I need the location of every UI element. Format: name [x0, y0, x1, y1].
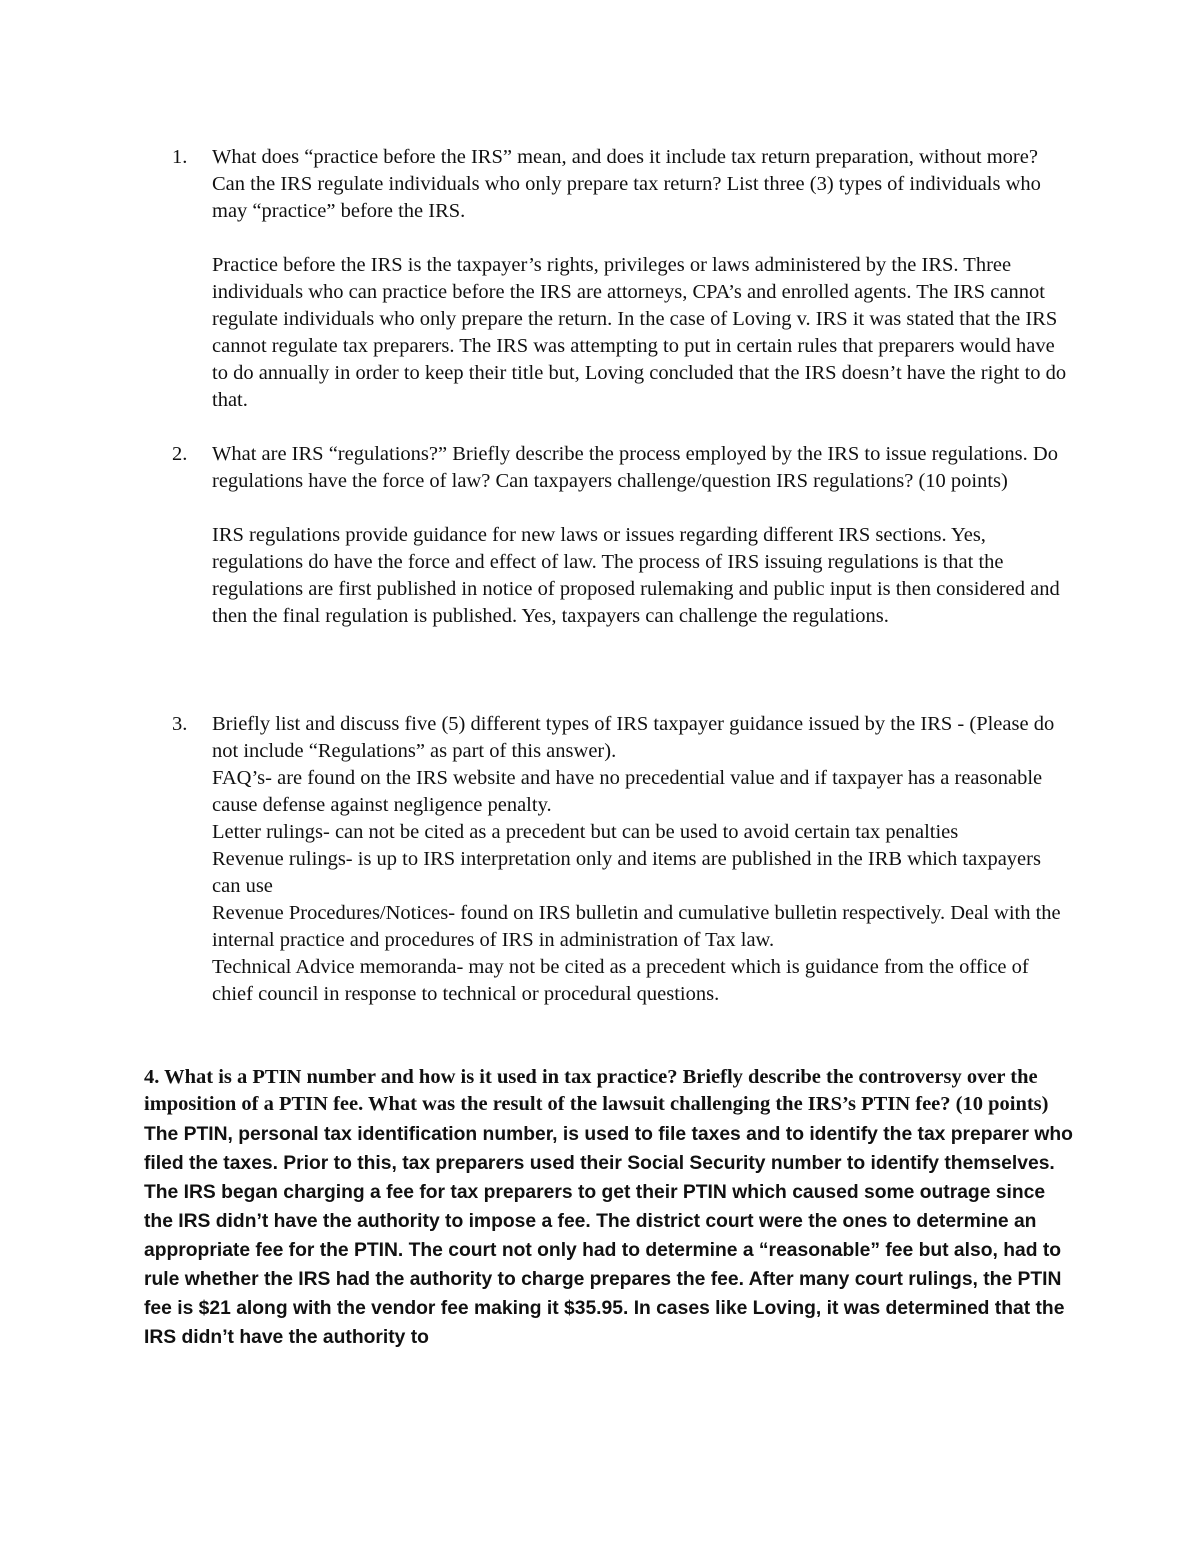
question-1-number: 1.	[172, 146, 188, 168]
guidance-item-technical-advice: Technical Advice memoranda- may not be cited as a precedent which is guidance from the office of chief council in response to technical or procedural questions.	[212, 956, 1029, 1005]
guidance-item-revenue-rulings: Revenue rulings- is up to IRS interpretation only and items are published in the IRB which taxpayers can use	[212, 848, 1041, 897]
question-4-text: 4. What is a PTIN number and how is it used in tax practice? Briefly describe the controversy over the imposition of a PTIN fee. What was the result of the lawsuit challenging the IRS’s PTIN fee? (10 points)	[144, 1066, 1049, 1115]
question-2	[172, 441, 1072, 630]
question-2-number: 2.	[172, 443, 188, 465]
question-1	[172, 144, 1072, 414]
guidance-item-faq: FAQ’s- are found on the IRS website and have no precedential value and if taxpayer has a reasonable cause defense against negligence penalty.	[212, 767, 1043, 816]
question-2-answer: IRS regulations provide guidance for new laws or issues regarding different IRS sections. Yes, regulations do have the force and effect of law. The process of IRS issuing regulations is that the regulations are first published in notice of proposed rulemaking and public input is then considered and then the final regulation is published. Yes, taxpayers can challenge the regulations.	[212, 524, 1060, 627]
question-2-text: What are IRS “regulations?” Briefly describe the process employed by the IRS to issue regulations. Do regulations have the force of law? Can taxpayers challenge/question IRS regulations? (10 points)	[212, 443, 1058, 492]
guidance-item-letter-rulings: Letter rulings- can not be cited as a precedent but can be used to avoid certain tax penalties	[212, 821, 959, 843]
guidance-item-revenue-procedures: Revenue Procedures/Notices- found on IRS bulletin and cumulative bulletin respectively. Deal with the internal practice and procedures of IRS in administration of Tax law.	[212, 902, 1061, 951]
question-4	[144, 1064, 1074, 1352]
question-2-body	[212, 441, 1072, 630]
question-1-body	[212, 144, 1072, 414]
question-4-answer: The PTIN, personal tax identification number, is used to file taxes and to identify the tax preparer who filed the taxes. Prior to this, tax preparers used their Social Security number to identify themselves. The IRS began charging a fee for tax preparers to get their PTIN which caused some outrage since the IRS didn’t have the authority to impose a fee. The district court were the ones to determine an appropriate fee for the PTIN. The court not only had to determine a “reasonable” fee but also, had to rule whether the IRS had the authority to charge prepares the fee. After many court rulings, the PTIN fee is $21 along with the vendor fee making it $35.95. In cases like Loving, it was determined that the IRS didn’t have the authority to	[144, 1124, 1073, 1348]
question-3-text: Briefly list and discuss five (5) different types of IRS taxpayer guidance issued by the IRS - (Please do not include “Regulations” as part of this answer).	[212, 713, 1055, 762]
question-1-answer: Practice before the IRS is the taxpayer’s rights, privileges or laws administered by the IRS. Three individuals who can practice before the IRS are attorneys, CPA’s and enrolled agents. The IRS cannot regulate individuals who only prepare the return. In the case of Loving v. IRS it was stated that the IRS cannot regulate tax preparers. The IRS was attempting to put in certain rules that preparers would have to do annually in order to keep their title but, Loving concluded that the IRS doesn’t have the right to do that.	[212, 254, 1067, 411]
question-1-text: What does “practice before the IRS” mean, and does it include tax return preparation, without more? Can the IRS regulate individuals who only prepare tax return? List three (3) types of individuals who may “practice” before the IRS.	[212, 146, 1041, 222]
question-3-body	[212, 711, 1072, 1008]
question-3	[172, 711, 1072, 1008]
question-3-number: 3.	[172, 713, 188, 735]
